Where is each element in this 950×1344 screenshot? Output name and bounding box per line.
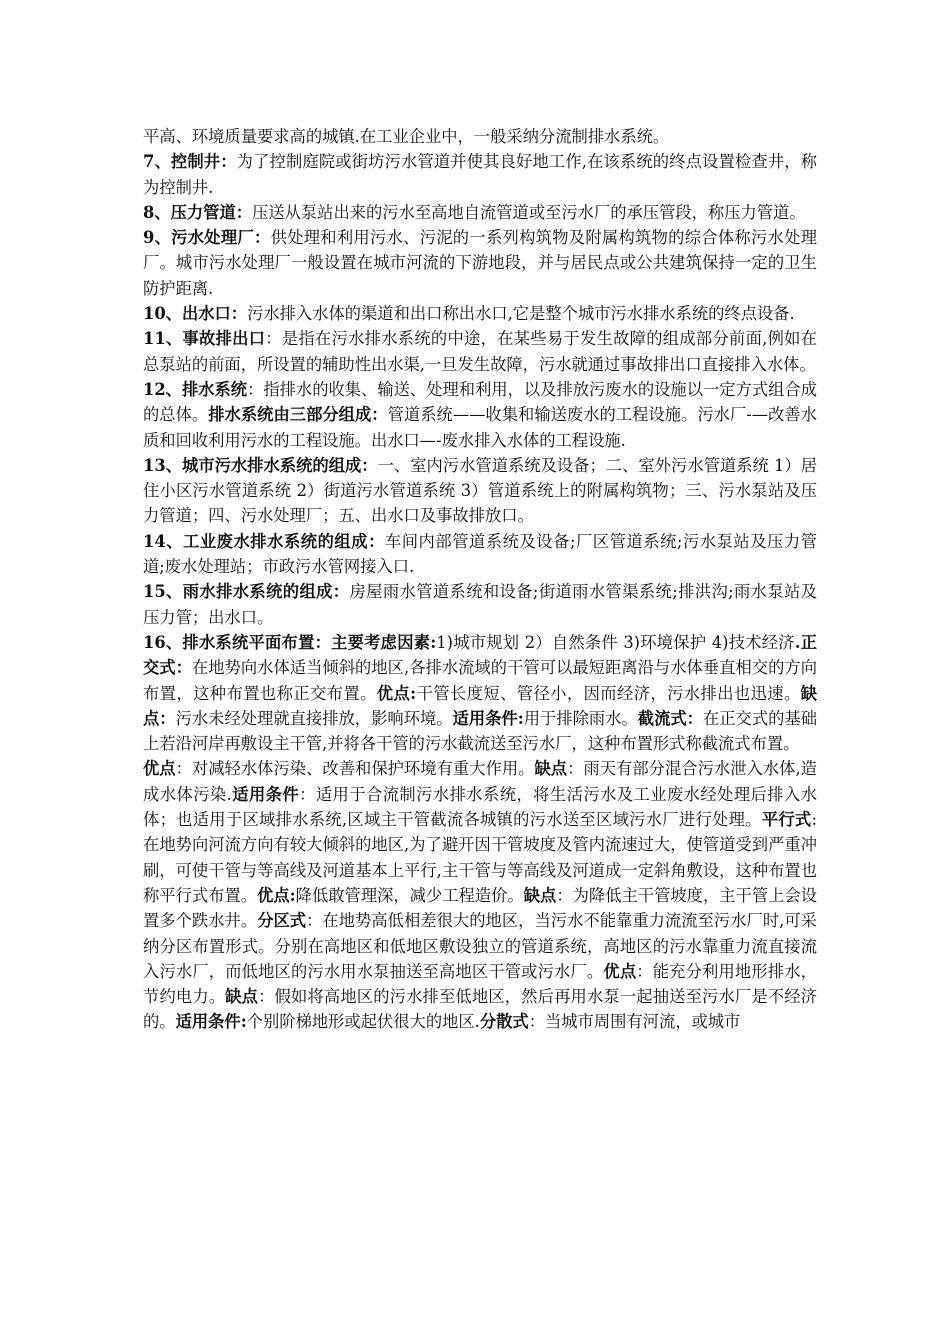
bold-term: 缺点 (534, 759, 568, 779)
bold-term: 排水系统由三部分组成： (208, 405, 388, 425)
body-text: 在正交式的基础上若沿河岸再敷设主干管,并将各干管的污水截流送至污水厂，这种布置形式称截流式布置。 (143, 708, 817, 754)
paragraph (143, 756, 817, 1034)
bold-term: 14、工业废水排水系统的组成： (143, 531, 385, 551)
bold-term: 11、事故排出口 (143, 329, 266, 349)
body-text: 压送从泵站出来的污水至高地自流管道或至污水厂的承压管段，称压力管道。 (252, 202, 806, 222)
body-text: 个别阶梯地形或起伏很大的地区. (246, 1012, 480, 1032)
paragraph (143, 124, 817, 149)
body-text: ：为降低主干管坡度，主干管上会设置多个跌水井。 (143, 885, 817, 931)
bold-term: 缺点 (523, 885, 557, 905)
bold-term: 分散式 (479, 1012, 529, 1032)
body-text: 用于排除雨水。 (523, 708, 638, 728)
bold-term: 缺点 (225, 987, 259, 1007)
bold-term: .正交式： (143, 632, 818, 678)
bold-term: 15、雨水排水系统的组成： (143, 582, 350, 602)
body-text: 干管长度短、管径小，因而经济，污水排出也迅速。 (416, 683, 801, 703)
bold-term: 适用条件 (231, 784, 300, 804)
body-text: :在地势向河流方向有较大倾斜的地区,为了避开因干管坡度及管内流速过大，使管道受到严重冲刷，可使干管与等高线及河道基本上平行,主干管与等高线及河道成一定斜角敷设，这种布置也称平行式布置。 (143, 810, 817, 905)
bold-term: 10、出水口： (143, 304, 248, 324)
paragraph (143, 326, 817, 377)
bold-term: 9、污水处理厂： (143, 228, 271, 248)
body-text: 在地势向水体适当倾斜的地区,各排水流域的干管可以最短距离沿与水体垂直相交的方向布置，这种布置也称正交布置。 (143, 658, 817, 703)
bold-term: 优点 (143, 759, 176, 779)
body-text: ：指排水的收集、输送、处理和利用，以及排放污废水的设施以一定方式组合成的总体。 (143, 379, 817, 425)
bold-term: 13、城市污水排水系统的组成： (143, 455, 378, 475)
bold-term: 平行式 (761, 810, 812, 830)
bold-term: 缺点： (143, 683, 817, 728)
bold-term: 8、压力管道： (143, 202, 253, 222)
body-text: 平高、环境质量要求高的城镇.在工业企业中，一般采纳分流制排水系统。 (143, 127, 670, 146)
body-text: ：能充分利用地形排水，节约电力。 (143, 961, 817, 1007)
body-text: ：雨天有部分混合污水泄入水体,造成水体污染. (143, 759, 817, 804)
bold-term: 16、排水系统平面布置：主要考虑因素: (143, 632, 437, 652)
body-text: 污水未经处理就直接排放，影响环境。 (175, 708, 453, 728)
body-text: 污水排入水体的渠道和出口称出水口,它是整个城市污水排水系统的终点设备. (247, 304, 795, 324)
body-text: 为了控制庭院或街坊污水管道并使其良好地工作,在该系统的终点设置检查井，称为控制井. (143, 152, 817, 197)
body-text: ：对减轻水体污染、改善和保护环境有重大作用。 (175, 759, 535, 779)
body-text: 管道系统——收集和输送废水的工程设施。污水厂-—改善水质和回收利用污水的工程设施。出水口—-废水排入水体的工程设施. (143, 405, 817, 450)
paragraph (143, 149, 817, 200)
bold-term: 分区式 (257, 911, 307, 931)
paragraph (143, 225, 817, 301)
paragraph (143, 630, 817, 756)
bold-term: 优点: (257, 885, 296, 905)
bold-term: 适用条件: (175, 1012, 247, 1032)
document-page (143, 124, 817, 1035)
paragraph (143, 301, 817, 326)
body-text: 一、室内污水管道系统及设备；二、室外污水管道系统 1）居住小区污水管道系统 2）街道污水管道系统 3）管道系统上的附属构筑物；三、污水泵站及压力管道；四、污水处理厂；五、出水口及事故排放口。 (143, 455, 817, 526)
bold-term: 12、排水系统 (143, 379, 248, 399)
paragraph (143, 529, 817, 580)
body-text: 供处理和利用污水、污泥的一系列构筑物及附属构筑物的综合体称污水处理厂。城市污水处理厂一般设置在城市河流的下游地段，并与居民点或公共建筑保持一定的卫生防护距离. (143, 228, 817, 298)
bold-term: 适用条件: (452, 708, 524, 728)
body-text: 降低敢管理深，减少工程造价。 (295, 885, 524, 905)
body-text: 车间内部管道系统及设备;厂区管道系统;污水泵站及压力管道;废水处理站；市政污水管网接入口. (143, 531, 817, 577)
paragraph (143, 579, 817, 630)
body-text: ：适用于合流制污水排水系统，将生活污水及工业废水经处理后排入水体；也适用于区域排水系统,区域主干管截流各城镇的污水送至区域污水厂进行处理。 (143, 784, 817, 830)
body-text: ：在地势高低相差很大的地区，当污水不能靠重力流流至污水厂时,可采纳分区布置形式。分别在高地区和低地区敷设独立的管道系统，高地区的污水靠重力流直接流入污水厂，而低地区的污水用水泵抽送至高地区干管或污水厂。 (143, 911, 817, 981)
body-text: ：假如将高地区的污水排至低地区，然后再用水泵一起抽送至污水厂是不经济的。 (143, 987, 817, 1032)
bold-term: 优点: (376, 683, 417, 703)
body-text: 1)城市规划 2）自然条件 3)环境保护 4)技术经济 (436, 632, 795, 652)
document-body (143, 124, 817, 1035)
paragraph (143, 453, 817, 529)
bold-term: 截流式： (637, 708, 703, 728)
bold-term: 优点 (603, 961, 637, 981)
body-text: ：是指在污水排水系统的中途，在某些易于发生故障的组成部分前面,例如在总泵站的前面，所设置的辅助性出水渠,一旦发生故障，污水就通过事故排出口直接排入水体。 (143, 329, 817, 374)
paragraph (143, 200, 817, 225)
body-text: ：当城市周围有河流，或城市 (528, 1012, 741, 1032)
body-text: 房屋雨水管道系统和设备;街道雨水管渠系统;排洪沟;雨水泵站及压力管；出水口。 (143, 582, 817, 627)
paragraph (143, 377, 817, 453)
bold-term: 7、控制井： (143, 152, 237, 172)
